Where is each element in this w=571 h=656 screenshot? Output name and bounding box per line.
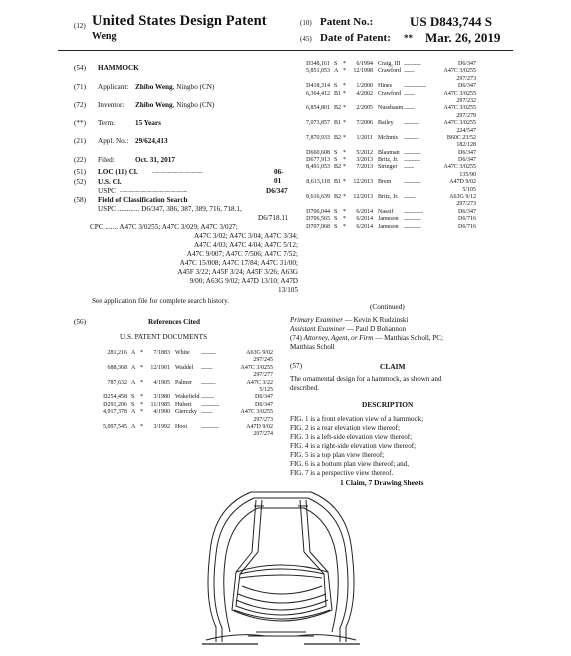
cpc-line: CPC ....... A47C 3/0255; A47C 3/029; A47C 3/027; bbox=[90, 223, 238, 231]
ref-date: 3/1992 bbox=[153, 423, 170, 430]
ref-kind: A bbox=[131, 423, 136, 430]
appl-no-value: 29/624,413 bbox=[135, 137, 168, 145]
ref-dots: ................... bbox=[404, 135, 419, 141]
ref-kind: S bbox=[334, 149, 338, 156]
ref-date: 4/1990 bbox=[153, 409, 170, 416]
cpc-search-block bbox=[88, 223, 298, 295]
uspc-value: D6/347 bbox=[266, 187, 288, 195]
ref-star: * bbox=[343, 120, 346, 127]
ref-name: Jameson bbox=[378, 216, 399, 223]
reference-row bbox=[300, 105, 474, 112]
filed-value: Oct. 31, 2017 bbox=[135, 156, 175, 164]
ref-kind: B1 bbox=[334, 120, 342, 127]
reference-row bbox=[300, 113, 474, 120]
claim-heading: CLAIM bbox=[380, 362, 406, 371]
reference-row bbox=[300, 201, 474, 208]
ref-star: * bbox=[343, 157, 346, 164]
ref-class-secondary: 5/105 bbox=[462, 186, 476, 193]
ref-kind: B1 bbox=[334, 90, 342, 97]
ref-date: 6/2014 bbox=[356, 216, 373, 223]
ref-class-secondary: 297/277 bbox=[253, 372, 273, 379]
inventor-name: Zhibo Weng bbox=[135, 101, 173, 109]
ref-star: * bbox=[343, 164, 346, 171]
figure-description: FIG. 6 is a bottom plan view thereof; and, bbox=[290, 460, 409, 468]
ref-name: Britz, Jr. bbox=[378, 157, 399, 164]
ref-name: Blauman bbox=[378, 149, 400, 156]
ref-kind: A bbox=[131, 364, 136, 371]
ref-kind: S bbox=[334, 83, 338, 90]
ref-class-secondary: 297/273 bbox=[456, 201, 476, 208]
ref-name: McInnis bbox=[378, 134, 398, 141]
reference-row bbox=[97, 394, 271, 401]
document-title: United States Design Patent bbox=[92, 13, 267, 29]
ref-star: * bbox=[140, 423, 143, 430]
field-code: (54) bbox=[74, 64, 86, 72]
ref-date: 3/1980 bbox=[153, 394, 170, 401]
claim-text bbox=[290, 375, 490, 393]
ref-number: D291,206 bbox=[103, 401, 127, 408]
patent-date: Mar. 26, 2019 bbox=[425, 30, 501, 45]
ref-class: D6/347 bbox=[458, 61, 476, 67]
ref-star: * bbox=[343, 223, 346, 230]
ref-dots: ............. bbox=[404, 165, 414, 171]
ref-dots: ...................... bbox=[404, 224, 421, 230]
ref-star: * bbox=[343, 90, 346, 97]
ref-dots: ...................... bbox=[404, 180, 421, 186]
cpc-line: A47C 4/03; A47C 4/04; A47C 5/12; bbox=[193, 241, 298, 249]
us-patent-docs-heading: U.S. PATENT DOCUMENTS bbox=[120, 333, 208, 341]
ref-class: D6/347 bbox=[255, 401, 273, 408]
ref-class: A47D 9/02 bbox=[246, 423, 273, 430]
ref-class: A47C 3/0255 bbox=[443, 90, 476, 97]
ref-number: D348,161 bbox=[306, 61, 330, 67]
reference-row bbox=[300, 128, 474, 135]
ref-number: 8,616,639 bbox=[306, 194, 330, 201]
uspc-dots: ........................................................ bbox=[120, 188, 188, 194]
ref-class: A47D 9/02 bbox=[449, 179, 476, 186]
field-code: (21) bbox=[74, 137, 86, 145]
claim-text-line: described. bbox=[290, 384, 319, 392]
reference-row bbox=[300, 135, 474, 142]
reference-row bbox=[97, 417, 271, 424]
cpc-line: A45F 3/22; A45F 3/24; A45F 3/26; A63G bbox=[177, 268, 298, 276]
ref-dots: ...................... bbox=[404, 62, 421, 67]
ref-class: D6/347 bbox=[255, 394, 273, 401]
reference-row bbox=[300, 172, 474, 179]
reference-row bbox=[300, 150, 474, 157]
ref-class: A47C 3/0255 bbox=[443, 68, 476, 75]
ref-name: Wakefield bbox=[175, 394, 200, 401]
field-code: (52) bbox=[74, 178, 86, 186]
ref-class: D6/347 bbox=[458, 83, 476, 90]
cpc-line: A47C 15/008; A47C 17/84; A47C 31/00; bbox=[179, 259, 298, 267]
ref-number: 7,073,857 bbox=[306, 120, 330, 127]
ref-kind: B2 bbox=[334, 164, 342, 171]
claim-text-line: The ornamental design for a hammock, as shown and bbox=[290, 375, 442, 383]
filed-label: Filed: bbox=[98, 156, 115, 164]
hammock-drawing bbox=[196, 482, 366, 652]
ref-class-secondary: 224/547 bbox=[456, 127, 476, 134]
ref-dots: ...................... bbox=[404, 217, 421, 223]
reference-row bbox=[97, 350, 271, 357]
ref-name: Jameson bbox=[378, 223, 399, 230]
ref-dots: .............. bbox=[404, 69, 415, 75]
ref-star: * bbox=[140, 364, 143, 371]
field-code: (22) bbox=[74, 156, 86, 164]
ref-name: Stringer bbox=[378, 164, 398, 171]
patent-no-label: Patent No.: bbox=[320, 16, 374, 28]
term-label: Term: bbox=[98, 119, 116, 127]
ref-class-secondary: 182/128 bbox=[456, 142, 476, 149]
field-code: (**) bbox=[74, 119, 86, 127]
ref-star: * bbox=[343, 105, 346, 112]
field-code: (51) bbox=[74, 168, 86, 176]
primary-examiner-label: Primary Examiner bbox=[290, 316, 343, 324]
applicant-label: Applicant: bbox=[98, 83, 129, 91]
term-value: 15 Years bbox=[135, 119, 161, 127]
ref-class-secondary: 297/232 bbox=[456, 97, 476, 104]
reference-row bbox=[300, 157, 474, 164]
inventor-surname: Weng bbox=[92, 31, 117, 42]
ref-date: 2/2005 bbox=[356, 105, 373, 112]
date-label: Date of Patent: bbox=[320, 32, 391, 44]
ref-kind: A bbox=[131, 379, 136, 386]
ref-date: 7/2013 bbox=[356, 164, 373, 171]
reference-row bbox=[97, 402, 271, 409]
code-45: (45) bbox=[300, 35, 312, 43]
ref-number: 688,368 bbox=[107, 364, 127, 371]
ref-number: D418,314 bbox=[306, 83, 330, 90]
ref-star: * bbox=[140, 401, 143, 408]
ref-class: A47C 3/22 bbox=[246, 379, 273, 386]
ref-class: A47C 3/0255 bbox=[443, 164, 476, 171]
ref-class: A47C 3/0255 bbox=[240, 364, 273, 371]
field-code: (58) bbox=[74, 196, 86, 204]
ref-kind: B2 bbox=[334, 194, 342, 201]
ref-number: 6,364,412 bbox=[306, 90, 330, 97]
ref-date: 11/1985 bbox=[150, 401, 170, 408]
ref-kind: S bbox=[334, 208, 338, 215]
ref-class-secondary: 297/273 bbox=[253, 416, 273, 423]
ref-kind: A bbox=[131, 350, 136, 356]
ref-name: White bbox=[175, 350, 190, 356]
ref-name: Waddel bbox=[175, 364, 194, 371]
cpc-line: 13/105 bbox=[278, 286, 298, 294]
figure-description: FIG. 2 is a rear elevation view thereof; bbox=[290, 424, 400, 432]
ref-dots: ................. bbox=[201, 395, 214, 401]
ref-date: 6/1994 bbox=[356, 61, 373, 67]
reference-row bbox=[300, 194, 474, 201]
applicant-name: Zhibo Weng bbox=[135, 83, 173, 91]
ref-star: * bbox=[343, 179, 346, 186]
us-cl-label: U.S. Cl. bbox=[98, 178, 122, 186]
uspc-label: USPC bbox=[98, 187, 116, 195]
ref-date: 12/2013 bbox=[353, 179, 373, 186]
ref-date: 4/2002 bbox=[356, 90, 373, 97]
ref-class-secondary: 297/279 bbox=[456, 112, 476, 119]
ref-date: 5/2012 bbox=[356, 149, 373, 156]
ref-name: Crawford bbox=[378, 90, 401, 97]
attorney-code: (74) bbox=[290, 334, 302, 342]
loc-dots: .......................................... bbox=[152, 169, 203, 175]
ref-star: * bbox=[343, 68, 346, 75]
ref-class-secondary: 135/90 bbox=[459, 171, 476, 178]
reference-row bbox=[300, 120, 474, 127]
ref-dots: ................... bbox=[201, 351, 216, 356]
ref-number: D660,608 bbox=[306, 149, 330, 156]
ref-number: 5,851,053 bbox=[306, 68, 330, 75]
ref-number: D254,458 bbox=[103, 394, 127, 401]
ref-class-secondary: 297/274 bbox=[253, 431, 273, 438]
ref-class: D6/347 bbox=[458, 157, 476, 164]
inventor-location: , Ningbo (CN) bbox=[172, 101, 215, 109]
ref-kind: S bbox=[334, 61, 338, 67]
ref-kind: S bbox=[334, 223, 338, 230]
primary-examiner-name: — Kevin K Rudzinski bbox=[343, 316, 409, 324]
reference-row bbox=[300, 179, 474, 186]
ref-number: D677,913 bbox=[306, 157, 330, 164]
ref-star: * bbox=[343, 61, 346, 67]
ref-kind: S bbox=[334, 216, 338, 223]
ref-star: * bbox=[343, 194, 346, 201]
field-code: (72) bbox=[74, 101, 86, 109]
examiners-block bbox=[290, 316, 490, 352]
loc-label: LOC (11) Cl. bbox=[98, 168, 138, 176]
ref-class-secondary: 297/273 bbox=[456, 75, 476, 82]
ref-date: 4/1905 bbox=[153, 379, 170, 386]
reference-row bbox=[97, 372, 271, 379]
references-right bbox=[300, 61, 474, 231]
reference-row bbox=[300, 164, 474, 171]
reference-row bbox=[300, 216, 474, 223]
reference-row bbox=[97, 365, 271, 372]
ref-star: * bbox=[343, 134, 346, 141]
uspc-search-line2: D6/718.11 bbox=[258, 214, 289, 222]
cpc-line: A47C 3/02; A47C 3/04; A47C 3/34; bbox=[193, 232, 298, 240]
ref-name: Hooi bbox=[175, 423, 187, 430]
claim-code: (57) bbox=[290, 362, 302, 370]
figure-description: FIG. 4 is a right-side elevation view thereof; bbox=[290, 442, 417, 450]
ref-class: A63G 9/02 bbox=[246, 350, 273, 356]
loc-value: 06-01 bbox=[274, 168, 284, 185]
title-value: HAMMOCK bbox=[98, 64, 139, 72]
figure-description: FIG. 7 is a perspective view thereof. bbox=[290, 469, 394, 477]
patent-number: US D843,744 S bbox=[410, 14, 492, 29]
field-code: (71) bbox=[74, 83, 86, 91]
ref-date: 12/1901 bbox=[150, 364, 170, 371]
reference-row bbox=[300, 224, 474, 231]
reference-row bbox=[300, 187, 474, 194]
applicant-location: , Ningbo (CN) bbox=[172, 83, 215, 91]
ref-class: A47C 3/0255 bbox=[443, 120, 476, 127]
continued-note: (Continued) bbox=[370, 303, 405, 311]
figure-description: FIG. 1 is a front elevation view of a hammock; bbox=[290, 415, 424, 423]
ref-number: 281,216 bbox=[107, 350, 127, 356]
ref-name: Craig, III bbox=[378, 61, 401, 67]
ref-dots: ........................ bbox=[201, 402, 219, 408]
ref-name: Palmer bbox=[175, 379, 192, 386]
field-search-label: Field of Classification Search bbox=[98, 196, 188, 204]
ref-date: 12/2013 bbox=[353, 194, 373, 201]
reference-row bbox=[300, 209, 474, 216]
ref-number: D706,044 bbox=[306, 208, 330, 215]
code-10: (10) bbox=[300, 19, 312, 27]
attorney-name: — Matthias Scholl, PC; bbox=[373, 334, 443, 342]
description-heading: DESCRIPTION bbox=[362, 400, 414, 409]
ref-kind: B2 bbox=[334, 134, 342, 141]
cpc-line: 9/00; A63G 9/02; A47D 13/10; A47D bbox=[189, 277, 298, 285]
ref-kind: B1 bbox=[334, 179, 342, 186]
ref-date: 7/2006 bbox=[356, 120, 373, 127]
ref-date: 12/1998 bbox=[353, 68, 373, 75]
ref-class-secondary: 5/125 bbox=[259, 386, 273, 393]
field-code: (56) bbox=[74, 318, 86, 326]
ref-date: 6/2014 bbox=[356, 208, 373, 215]
ref-star: * bbox=[343, 149, 346, 156]
ref-number: 787,632 bbox=[107, 379, 127, 386]
ref-star: * bbox=[140, 409, 143, 416]
ref-star: * bbox=[140, 350, 143, 356]
ref-date: 1/2000 bbox=[356, 83, 373, 90]
ref-number: 6,854,801 bbox=[306, 105, 330, 112]
assistant-examiner-label: Assistant Examiner bbox=[290, 325, 345, 333]
ref-class: D6/347 bbox=[458, 149, 476, 156]
ref-dots: ...................... bbox=[404, 150, 421, 156]
ref-star: * bbox=[343, 208, 346, 215]
ref-name: Crawford bbox=[378, 68, 401, 75]
ref-class: D6/716 bbox=[458, 216, 476, 223]
reference-row bbox=[97, 424, 271, 431]
ref-date: 7/1883 bbox=[153, 350, 170, 356]
ref-number: 4,917,378 bbox=[103, 409, 127, 416]
ref-kind: B2 bbox=[334, 105, 342, 112]
assistant-examiner-name: — Paul D Bohannon bbox=[344, 325, 407, 333]
ref-dots: ................... bbox=[404, 121, 419, 127]
figure-list bbox=[290, 415, 490, 478]
reference-row bbox=[300, 98, 474, 105]
ref-number: 8,613,118 bbox=[306, 179, 330, 186]
ref-name: Gierczky bbox=[175, 409, 197, 416]
refs-cited-label: References Cited bbox=[148, 318, 200, 326]
ref-star: * bbox=[343, 83, 346, 90]
ref-class-secondary: 297/245 bbox=[253, 357, 273, 364]
ref-date: 1/2011 bbox=[356, 134, 373, 141]
ref-class: A47C 3/0255 bbox=[240, 409, 273, 416]
references-left bbox=[97, 350, 271, 439]
appl-no-label: Appl. No.: bbox=[98, 137, 129, 145]
reference-row bbox=[97, 357, 271, 364]
reference-row bbox=[300, 83, 474, 90]
ref-class: D6/347 bbox=[458, 208, 476, 215]
ref-dots: .............. bbox=[404, 91, 415, 97]
ref-dots: ............... bbox=[201, 410, 213, 416]
ref-date: 6/2014 bbox=[356, 223, 373, 230]
code-12: (12) bbox=[74, 22, 86, 30]
ref-kind: S bbox=[131, 401, 135, 408]
ref-dots: .............. bbox=[404, 106, 415, 112]
ref-class: A47C 3/0255 bbox=[443, 105, 476, 112]
ref-class: B60C 23/52 bbox=[446, 134, 476, 141]
inventor-label: Inventor: bbox=[98, 101, 125, 109]
ref-number: D707,068 bbox=[306, 223, 330, 230]
claims-summary: 1 Claim, 7 Drawing Sheets bbox=[340, 478, 424, 487]
attorney-label: Attorney, Agent, or Firm bbox=[303, 334, 374, 342]
uspc-search-line1: USPC ............ D6/347, 386, 387, 389, 716, 718.1, bbox=[98, 205, 242, 213]
ref-dots: ............................. bbox=[404, 84, 426, 90]
date-marks: ** bbox=[404, 33, 413, 43]
ref-star: * bbox=[343, 216, 346, 223]
ref-class: A63G 9/12 bbox=[449, 194, 476, 201]
ref-name: Bailey bbox=[378, 120, 394, 127]
search-history-note: See application file for complete search history. bbox=[92, 297, 230, 305]
ref-name: Brem bbox=[378, 179, 392, 186]
attorney-name-2: Matthias Scholl bbox=[290, 343, 335, 351]
ref-class: D6/716 bbox=[458, 223, 476, 230]
ref-kind: S bbox=[131, 394, 135, 401]
ref-star: * bbox=[140, 379, 143, 386]
cpc-line: A47C 9/007; A47C 7/506; A47C 7/52; bbox=[186, 250, 298, 258]
ref-number: 8,491,053 bbox=[306, 164, 330, 171]
reference-row bbox=[97, 409, 271, 416]
ref-number: 5,097,545 bbox=[103, 423, 127, 430]
figure-description: FIG. 5 is a top plan view thereof; bbox=[290, 451, 385, 459]
ref-dots: ............... bbox=[404, 195, 416, 201]
ref-dots: ............... bbox=[201, 365, 213, 371]
ref-kind: A bbox=[131, 409, 136, 416]
ref-name: Nassif bbox=[378, 208, 394, 215]
ref-star: * bbox=[140, 394, 143, 401]
reference-row bbox=[97, 431, 271, 438]
reference-row bbox=[300, 142, 474, 149]
ref-date: 3/2013 bbox=[356, 157, 373, 164]
ref-dots: ......................... bbox=[404, 209, 423, 215]
ref-name: Britz, Jr. bbox=[378, 194, 399, 201]
reference-row bbox=[300, 91, 474, 98]
ref-dots: ....................... bbox=[201, 424, 219, 430]
ref-number: D706,565 bbox=[306, 216, 330, 223]
ref-name: Hubert bbox=[175, 401, 192, 408]
reference-row bbox=[300, 76, 474, 83]
ref-name: Nussbaum bbox=[378, 105, 404, 112]
figure-description: FIG. 3 is a left-side elevation view thereof; bbox=[290, 433, 413, 441]
ref-dots: ................... bbox=[201, 380, 216, 386]
ref-number: 7,870,933 bbox=[306, 134, 330, 141]
ref-dots: ..................... bbox=[404, 158, 420, 164]
ref-kind: A bbox=[334, 68, 339, 75]
reference-row bbox=[97, 380, 271, 387]
header-rule bbox=[58, 50, 513, 51]
ref-kind: S bbox=[334, 157, 338, 164]
reference-row bbox=[300, 68, 474, 75]
ref-name: Hines bbox=[378, 83, 392, 90]
